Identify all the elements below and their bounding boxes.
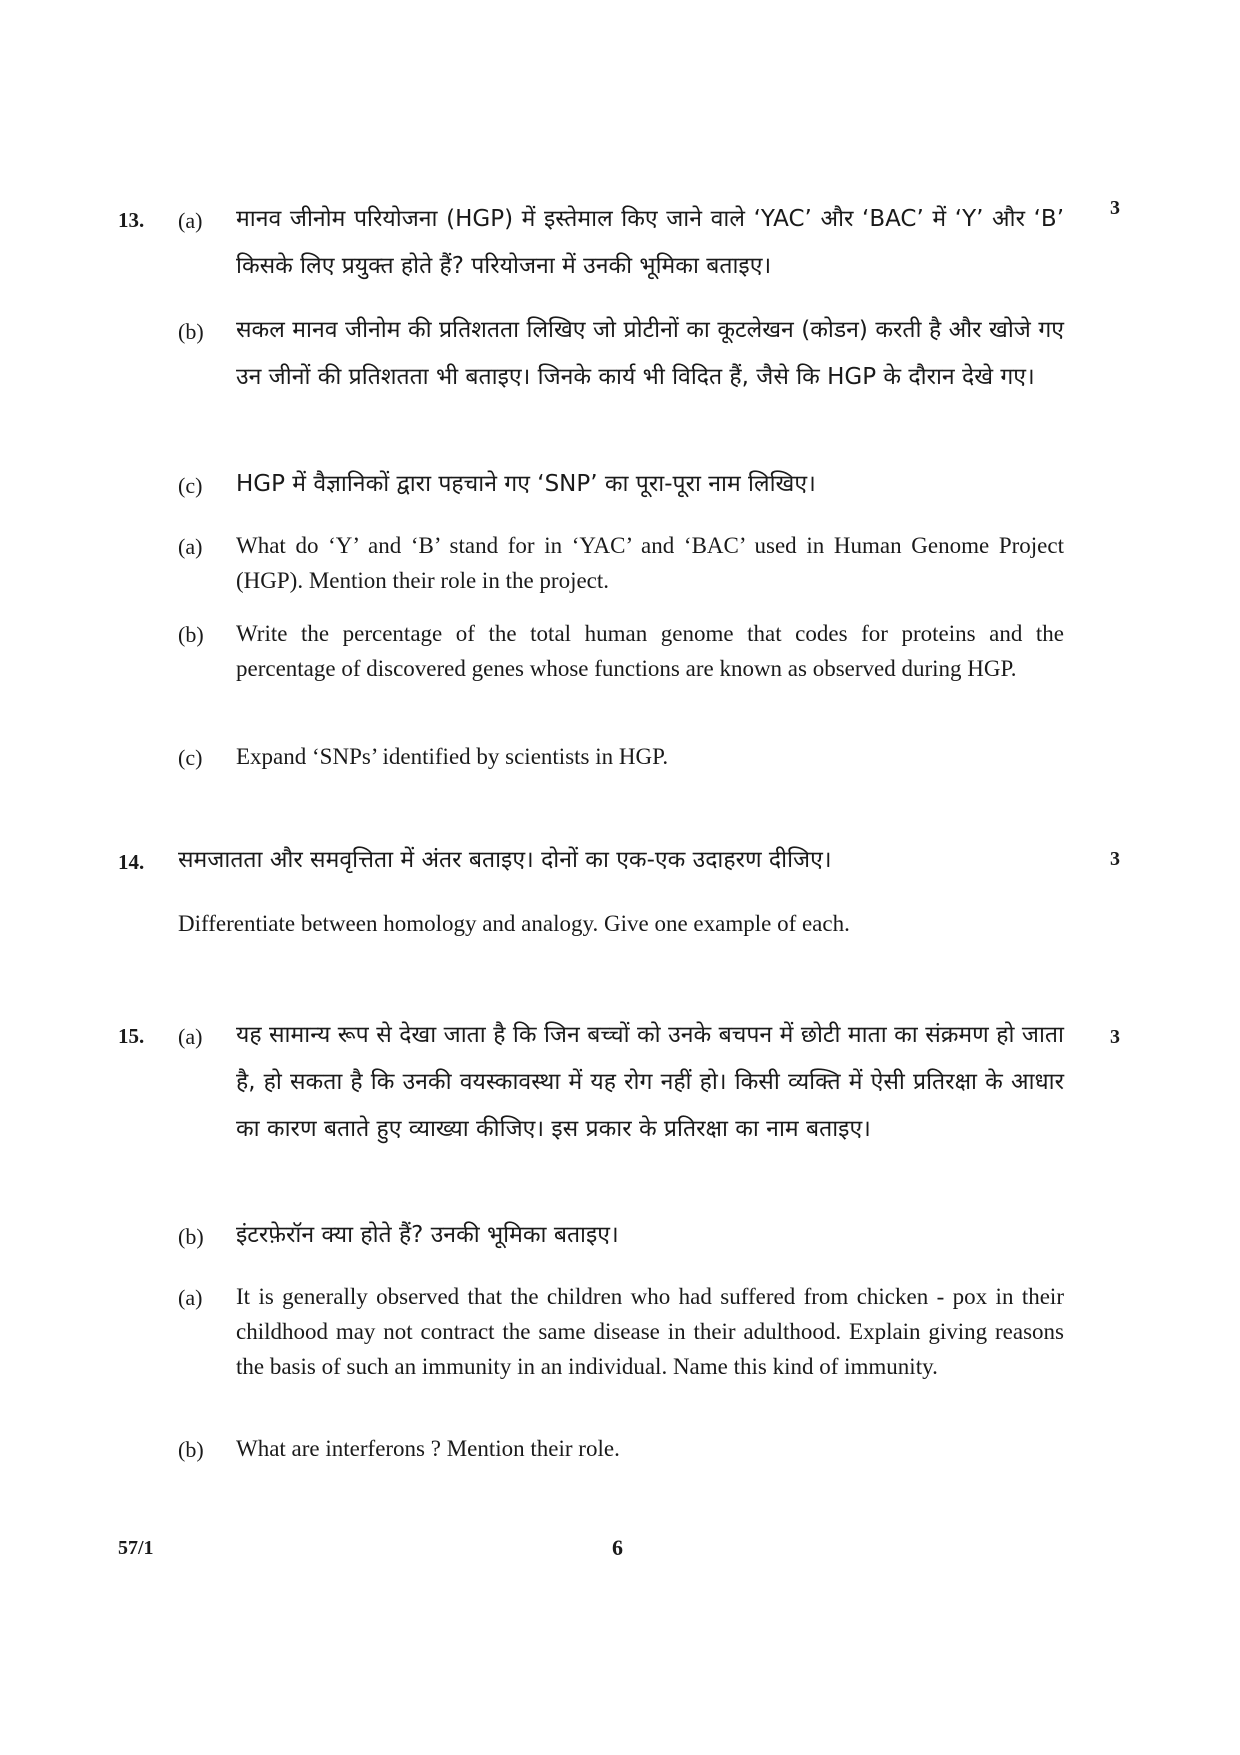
part-text-hindi: इंटरफ़ेरॉन क्या होते हैं? उनकी भूमिका बताइए। (236, 1222, 619, 1248)
part-label: (b) (178, 1224, 204, 1249)
marks: 3 (1110, 1026, 1120, 1048)
part-text-hindi: सकल मानव जीनोम की प्रतिशतता लिखिए जो प्रोटीनों का कूटलेखन (कोडन) करती है और खोजे गए उन जीनों की प्रतिशतता भी बताइए। जिनके कार्य भी विदित हैं, जैसे कि HGP के दौरान देखे गए। (236, 317, 1064, 390)
paper-code: 57/1 (118, 1537, 154, 1559)
part-text-english: What do ‘Y’ and ‘B’ stand for in ‘YAC’ and ‘BAC’ used in Human Genome Project (HGP). Mention their role in the project. (236, 533, 1064, 593)
part-label: (a) (178, 208, 203, 233)
part-label: (b) (178, 319, 204, 344)
question-number: 13. (118, 208, 145, 232)
part-label: (a) (178, 1024, 203, 1049)
part-label: (c) (178, 473, 203, 498)
part-label: (a) (178, 534, 203, 559)
part-label: (c) (178, 745, 203, 770)
part-label: (b) (178, 1437, 204, 1462)
marks: 3 (1110, 197, 1120, 219)
part-text-english: It is generally observed that the children who had suffered from chicken - pox in their childhood may not contract the same disease in their adulthood. Explain giving reasons the basis of such an immunity in an individual. Name this kind of immunity. (236, 1284, 1064, 1379)
question-number: 15. (118, 1024, 145, 1048)
question-text-hindi: समजातता और समवृत्तिता में अंतर बताइए। दोनों का एक-एक उदाहरण दीजिए। (178, 847, 832, 873)
part-text-english: What are interferons ? Mention their role. (236, 1436, 620, 1461)
marks: 3 (1110, 848, 1120, 870)
part-text-english: Write the percentage of the total human genome that codes for proteins and the percentage of discovered genes whose functions are known as observed during HGP. (236, 621, 1064, 681)
part-label: (b) (178, 622, 204, 647)
part-label: (a) (178, 1285, 203, 1310)
question-number: 14. (118, 850, 145, 874)
question-text-english: Differentiate between homology and analogy. Give one example of each. (178, 911, 850, 936)
part-text-hindi: यह सामान्य रूप से देखा जाता है कि जिन बच्चों को उनके बचपन में छोटी माता का संक्रमण हो जाता है, हो सकता है कि उनकी वयस्कावस्था में यह रोग नहीं हो। किसी व्यक्ति में ऐसी प्रतिरक्षा के आधार का कारण बताते हुए व्याख्या कीजिए। इस प्रकार के प्रतिरक्षा का नाम बताइए। (236, 1022, 1064, 1142)
part-text-hindi: मानव जीनोम परियोजना (HGP) में इस्तेमाल किए जाने वाले ‘YAC’ और ‘BAC’ में ‘Y’ और ‘B’ किसके लिए प्रयुक्त होते हैं? परियोजना में उनकी भूमिका बताइए। (236, 206, 1064, 279)
part-text-english: Expand ‘SNPs’ identified by scientists in HGP. (236, 744, 669, 769)
page-number: 6 (612, 1535, 623, 1560)
part-text-hindi: HGP में वैज्ञानिकों द्वारा पहचाने गए ‘SNP’ का पूरा-पूरा नाम लिखिए। (236, 471, 816, 497)
